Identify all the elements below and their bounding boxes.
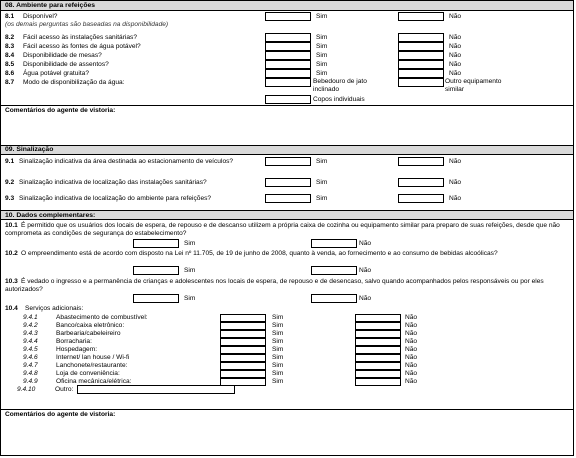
section-8-title: 08. Ambiente para refeições [5,2,96,9]
item-label: Água potável gratuita? [23,70,89,77]
service-outro-field[interactable] [77,385,235,394]
water-option-1-checkbox[interactable] [265,78,311,87]
q10-1-sim-label: Sim [184,240,196,247]
section-9-title: 09. Sinalização [5,146,54,153]
sim-label: Sim [316,61,328,68]
service-outro-label: Outro: [55,386,74,393]
sim-checkbox[interactable] [265,157,311,166]
q10-4-label: Serviços adicionais: [25,305,84,312]
service-nao-checkbox[interactable] [355,362,401,370]
item-8-1-label: Disponível? [23,13,58,20]
service-label: Internet/ lan house / Wi-fi [56,354,130,361]
service-sim-label: Sim [272,362,284,369]
nao-label: Não [449,43,462,50]
service-sim-label: Sim [272,346,284,353]
nao-label: Não [449,52,462,59]
sim-checkbox[interactable] [265,178,311,187]
sim-checkbox[interactable] [265,194,311,203]
service-sim-checkbox[interactable] [220,322,266,330]
q10-2-number: 10.2 [5,250,18,257]
q10-3-nao-checkbox[interactable] [311,294,357,303]
service-sim-checkbox[interactable] [220,370,266,378]
nao-label: Não [449,70,462,77]
sim-label: Sim [316,34,328,41]
service-nao-label: Não [405,346,418,353]
water-option-2-checkbox[interactable] [398,78,444,87]
nao-label: Não [449,61,462,68]
service-sim-label: Sim [272,370,284,377]
service-nao-checkbox[interactable] [355,338,401,346]
water-option-2-label: Outro equipamento similar [445,78,502,93]
service-sim-label: Sim [272,354,284,361]
sim-label: Sim [316,70,328,77]
item-number: 9.1 [5,158,15,165]
service-nao-label: Não [405,322,418,329]
service-label: Barbearia/cabeleireiro [56,330,121,337]
section-8-comments-label: Comentários do agente de vistoria: [5,107,116,114]
nao-checkbox[interactable] [398,33,444,42]
item-label: Disponibilidade de assentos? [23,61,109,68]
item-8-1-note: (os demais perguntas são baseadas na disponibilidade) [5,21,169,28]
service-sim-checkbox[interactable] [220,362,266,370]
service-sim-label: Sim [272,314,284,321]
sim-checkbox[interactable] [265,69,311,78]
nao-label: Não [449,34,462,41]
q10-1-text: É permitido que os usuários dos locais de espera, de repouso e de descanso utilizem a própria caixa de cozinha ou equipamento similar para preparo de suas refeições, desde que não comprometa as condições de segurança do estabelecimento? [5,222,560,237]
q10-1-nao-label: Não [359,240,372,247]
service-sim-checkbox[interactable] [220,346,266,354]
item-number: 8.3 [5,43,15,50]
q10-3-nao-label: Não [359,295,372,302]
item-number: 9.2 [5,179,15,186]
q10-1-nao-checkbox[interactable] [311,239,357,248]
section-10-title: 10. Dados complementares: [5,212,96,219]
service-nao-checkbox[interactable] [355,330,401,338]
service-nao-checkbox[interactable] [355,370,401,378]
nao-label: Não [449,195,462,202]
q10-2-nao-checkbox[interactable] [311,266,357,275]
service-label: Borracharia: [56,338,92,345]
nao-checkbox[interactable] [398,51,444,60]
item-8-1-sim-checkbox[interactable] [265,12,311,21]
divider [1,105,573,106]
service-nao-checkbox[interactable] [355,354,401,362]
service-label: Loja de conveniência: [56,370,120,377]
q10-2-sim-checkbox[interactable] [133,266,179,275]
section-10-comments-field[interactable] [3,419,571,453]
service-number: 9.4.3 [23,330,38,337]
item-8-7-label: Modo de disponibilização da água: [23,79,125,86]
section-10-header [1,210,573,220]
water-option-3-label: Copos individuais [313,96,365,103]
service-number: 9.4.9 [23,378,38,385]
service-sim-checkbox[interactable] [220,330,266,338]
item-label: Fácil acesso às fontes de água potável? [23,43,141,50]
sim-label: Sim [316,52,328,59]
q10-3-number: 10.3 [5,278,18,285]
sim-checkbox[interactable] [265,51,311,60]
sim-checkbox[interactable] [265,42,311,51]
service-label: Abastecimento de combustível: [56,314,148,321]
sim-label: Sim [316,195,328,202]
service-nao-label: Não [405,330,418,337]
divider [1,409,573,410]
item-8-1-number: 8.1 [5,13,15,20]
service-nao-checkbox[interactable] [355,314,401,322]
service-sim-checkbox[interactable] [220,314,266,322]
item-number: 8.5 [5,61,15,68]
service-sim-checkbox[interactable] [220,354,266,362]
service-nao-label: Não [405,314,418,321]
service-number: 9.4.5 [23,346,38,353]
service-sim-label: Sim [272,322,284,329]
item-8-1-nao-label: Não [449,13,462,20]
service-nao-label: Não [405,370,418,377]
nao-checkbox[interactable] [398,178,444,187]
item-8-7-number: 8.7 [5,79,15,86]
nao-checkbox[interactable] [398,69,444,78]
section-8-comments-field[interactable] [3,115,571,145]
service-sim-checkbox[interactable] [220,338,266,346]
sim-checkbox[interactable] [265,60,311,69]
service-sim-label: Sim [272,338,284,345]
service-label: Hospedagem: [56,346,98,353]
water-option-3-checkbox[interactable] [265,95,311,104]
q10-3-text: É vedado o ingresso e a permanência de crianças e adolescentes nos locais de espera, de repouso e de desencaso, salvo quando acompanhados pelos responsáveis ou por eles autorizados? [5,278,544,293]
item-label: Sinalização indicativa de localização do ambiente para refeições? [19,195,212,202]
item-8-1-sim-label: Sim [316,13,328,20]
nao-checkbox[interactable] [398,157,444,166]
q10-3-sim-label: Sim [184,295,196,302]
nao-label: Não [449,179,462,186]
service-nao-label: Não [405,338,418,345]
item-number: 8.6 [5,70,15,77]
sim-checkbox[interactable] [265,33,311,42]
service-label: Banco/caixa eletrônico: [56,322,125,329]
service-number: 9.4.2 [23,322,38,329]
item-number: 8.2 [5,34,15,41]
service-sim-label: Sim [272,330,284,337]
service-outro-number: 9.4.10 [17,386,36,393]
service-label: Lanchonete/restaurante: [56,362,128,369]
nao-checkbox[interactable] [398,60,444,69]
service-number: 9.4.4 [23,338,38,345]
sim-label: Sim [316,179,328,186]
q10-2-sim-label: Sim [184,267,196,274]
service-number: 9.4.6 [23,354,38,361]
service-number: 9.4.1 [23,314,38,321]
service-nao-checkbox[interactable] [355,322,401,330]
service-nao-label: Não [405,354,418,361]
item-8-1-nao-checkbox[interactable] [398,12,444,21]
service-nao-checkbox[interactable] [355,346,401,354]
item-number: 8.4 [5,52,15,59]
nao-checkbox[interactable] [398,42,444,51]
service-label: Oficina mecânica/elétrica: [56,378,132,385]
service-number: 9.4.8 [23,370,38,377]
sim-label: Sim [316,43,328,50]
service-nao-label: Não [405,362,418,369]
item-label: Sinalização indicativa da área destinada ao estacionamento de veículos? [19,158,234,165]
sim-label: Sim [316,158,328,165]
q10-1-number: 10.1 [5,222,18,229]
service-number: 9.4.7 [23,362,38,369]
q10-2-text: O empreendimento está de acordo com disposto na Lei nº 11.705, de 19 de junho de 2008, quanto à venda, ao fornecimento e ao consumo de bebidas alcoólicas? [21,250,498,257]
q10-4-number: 10.4 [5,305,18,312]
item-label: Sinalização indicativa de localização das instalações sanitárias? [19,179,207,186]
q10-2-nao-label: Não [359,267,372,274]
service-nao-label: Não [405,378,418,385]
section-10-comments-label: Comentários do agente de vistoria: [5,411,116,418]
q10-3-sim-checkbox[interactable] [133,294,179,303]
item-label: Disponibilidade de mesas? [23,52,102,59]
item-label: Fácil acesso às instalações sanitárias? [23,34,137,41]
nao-checkbox[interactable] [398,194,444,203]
section-8-header [1,1,573,11]
service-sim-label: Sim [272,378,284,385]
q10-1-sim-checkbox[interactable] [133,239,179,248]
nao-label: Não [449,158,462,165]
water-option-1-label: Bebedouro de jato inclinado [313,78,367,93]
item-number: 9.3 [5,195,15,202]
section-9-header [1,146,573,155]
service-nao-checkbox[interactable] [355,378,401,386]
